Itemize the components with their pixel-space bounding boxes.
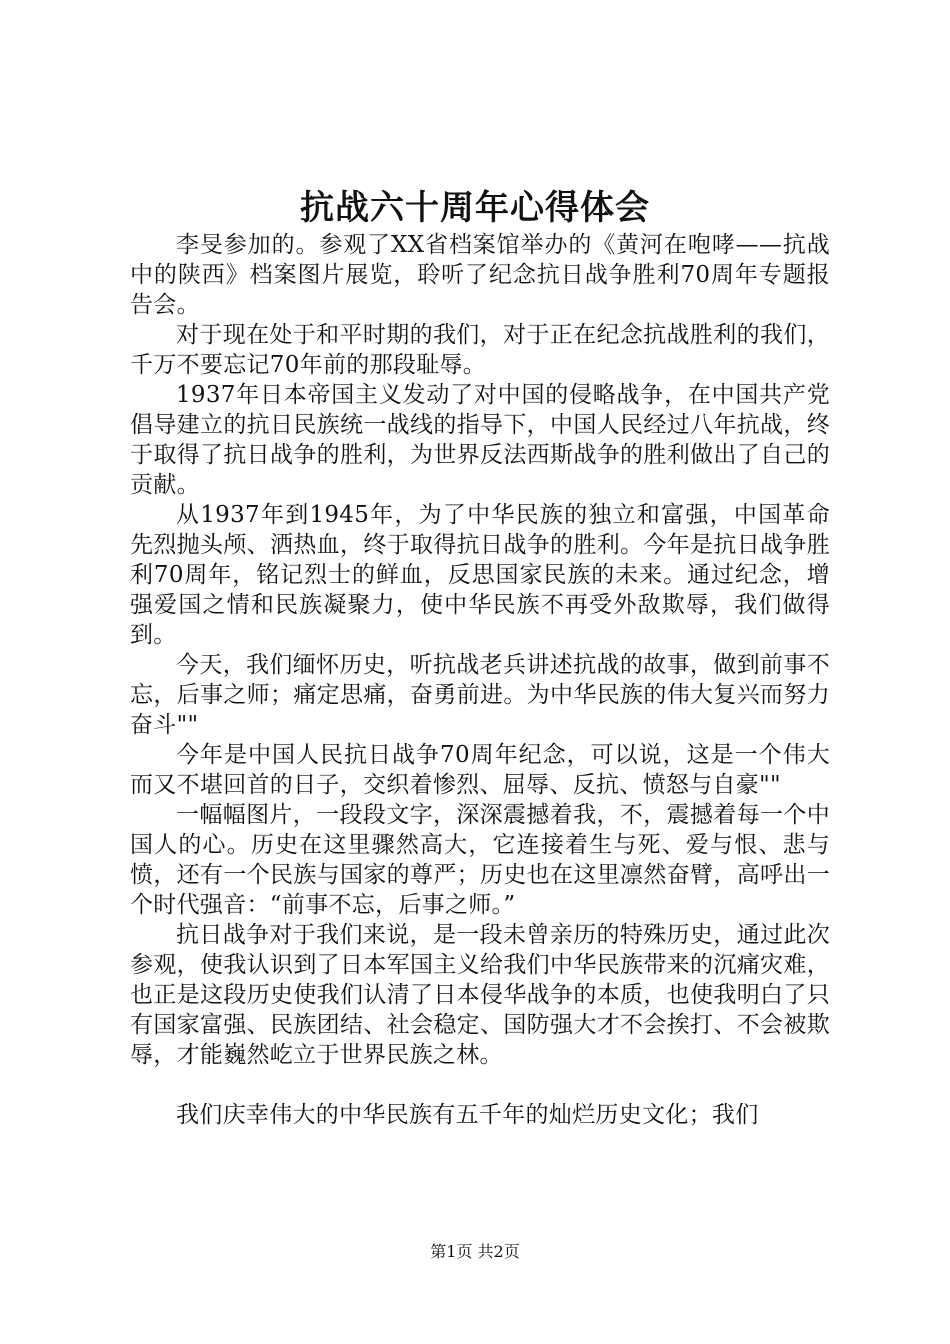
paragraph: 1937年日本帝国主义发动了对中国的侵略战争，在中国共产党倡导建立的抗日民族统一战线的指导下，中国人民经过八年抗战，终于取得了抗日战争的胜利，为世界反法西斯战争的胜利做出了自己的贡献。 <box>130 382 830 498</box>
paragraph: 今天，我们缅怀历史，听抗战老兵讲述抗战的故事，做到前事不忘，后事之师；痛定思痛，奋勇前进。为中华民族的伟大复兴而努力奋斗"" <box>130 652 830 738</box>
paragraph: 对于现在处于和平时期的我们，对于正在纪念抗战胜利的我们，千万不要忘记70年前的那段耻辱。 <box>130 322 830 378</box>
paragraph: 从1937年到1945年，为了中华民族的独立和富强，中国革命先烈抛头颅、洒热血，终于取得抗日战争的胜利。今年是抗日战争胜利70周年，铭记烈士的鲜血，反思国家民族的未来。通过纪念，增强爱国之情和民族凝聚力，使中华民族不再受外敌欺辱，我们做得到。 <box>130 502 830 648</box>
paragraph: 李旻参加的。参观了XX省档案馆举办的《黄河在咆哮——抗战中的陕西》档案图片展览，聆听了纪念抗日战争胜利70周年专题报告会。 <box>130 232 830 318</box>
paragraph: 我们庆幸伟大的中华民族有五千年的灿烂历史文化；我们 <box>176 1102 759 1128</box>
document-title: 抗战六十周年心得体会 <box>300 188 650 228</box>
page-number-footer: 第1页 共2页 <box>430 1242 520 1261</box>
document-body <box>130 230 830 1130</box>
paragraph: 今年是中国人民抗日战争70周年纪念，可以说，这是一个伟大而又不堪回首的日子，交织着惨烈、屈辱、反抗、愤怒与自豪"" <box>130 742 830 798</box>
paragraph: 一幅幅图片，一段段文字，深深震撼着我，不，震撼着每一个中国人的心。历史在这里骤然高大，它连接着生与死、爱与恨、悲与愤，还有一个民族与国家的尊严；历史也在这里凛然奋臂，高呼出一个时代强音：“前事不忘，后事之师。” <box>130 802 830 918</box>
paragraph: 抗日战争对于我们来说，是一段未曾亲历的特殊历史，通过此次参观，使我认识到了日本军国主义给我们中华民族带来的沉痛灾难，也正是这段历史使我们认清了日本侵华战争的本质，也使我明白了只有国家富强、民族团结、社会稳定、国防强大才不会挨打、不会被欺辱，才能巍然屹立于世界民族之林。 <box>130 922 830 1068</box>
